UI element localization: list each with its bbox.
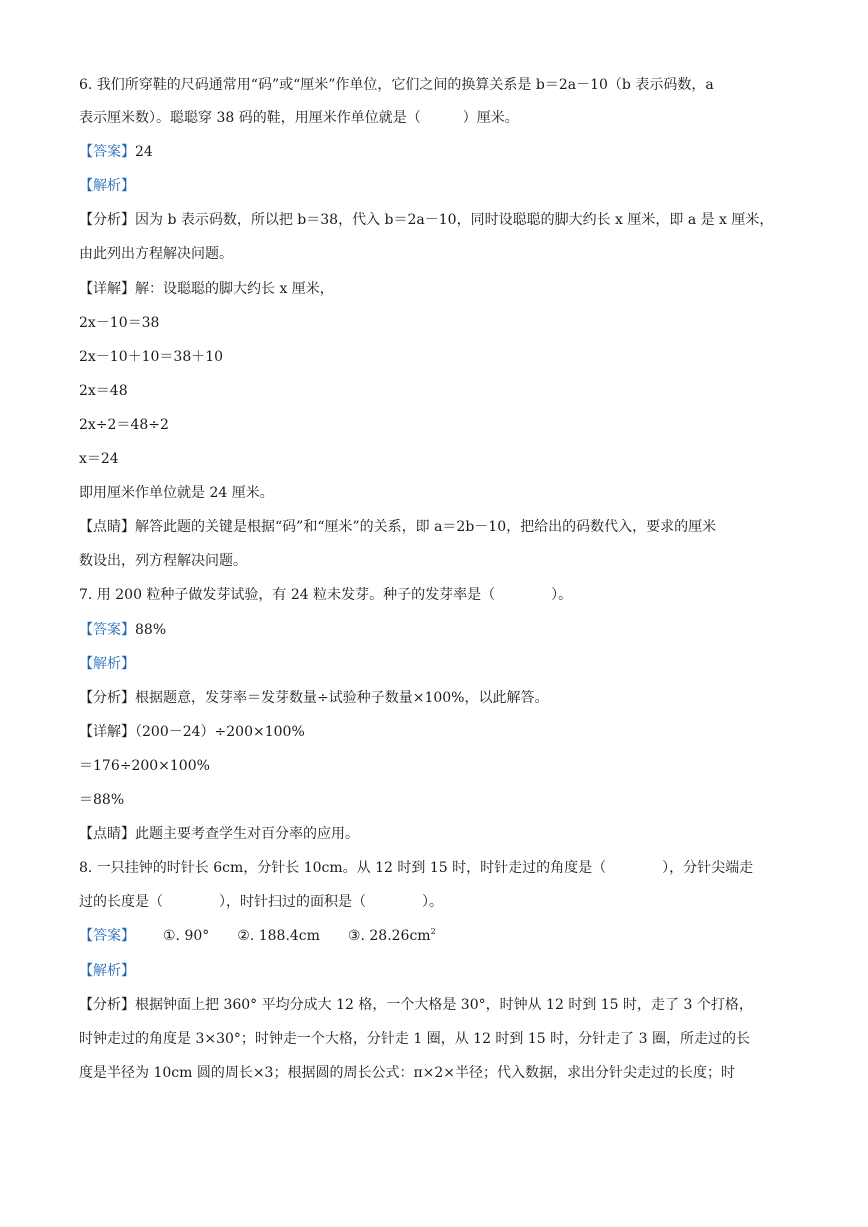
analysis-tag: 【解析】 — [79, 963, 135, 979]
q6-step-3: 2x＝48 — [79, 383, 128, 399]
q6-answer-value: 24 — [135, 144, 153, 160]
q7-xiangjie-text: （200－24）÷200×100% — [135, 724, 305, 740]
q7-step-1: ＝176÷200×100% — [79, 758, 210, 774]
q8-fenxi-line3: 度是半径为 10cm 圆的周长×3；根据圆的周长公式：π×2×半径；代入数据，求出分针尖走过的长度；时 — [79, 1065, 736, 1081]
xiangjie-tag: 【详解】 — [79, 281, 135, 297]
q7-answer — [79, 620, 799, 640]
dianjing-tag: 【点睛】 — [79, 519, 135, 535]
q6-fenxi-line2: 由此列出方程解决问题。 — [79, 246, 233, 262]
analysis-tag: 【解析】 — [79, 656, 135, 672]
q7-analysis-heading — [79, 654, 799, 674]
q6-text-line2: 表示厘米数）。聪聪穿 38 码的鞋，用厘米作单位就是（ ）厘米。 — [79, 110, 519, 126]
q8-text-line2: 过的长度是（ ），时针扫过的面积是（ ）。 — [79, 894, 443, 910]
q6-step-5: x＝24 — [79, 451, 119, 467]
q8-answer-1: ①. 90° — [163, 928, 210, 944]
q6-fenxi-text1: 因为 b 表示码数，所以把 b＝38，代入 b＝2a－10，同时设聪聪的脚大约长 x 厘米，即 a 是 x 厘米， — [135, 212, 774, 228]
q8-fenxi-line1 — [79, 995, 799, 1015]
q8-text-line1: 8. 一只挂钟的时针长 6cm，分针长 10cm。从 12 时到 15 时，时针走过的角度是（ ），分针尖端走 — [79, 860, 754, 876]
q6-xiangjie — [79, 279, 799, 299]
xiangjie-tag: 【详解】 — [79, 724, 135, 740]
q6-answer — [79, 142, 799, 162]
q8-answer-2: ②. 188.4cm — [237, 928, 320, 944]
q6-dianjing-text1: 解答此题的关键是根据“码”和“厘米”的关系，即 a＝2b－10，把给出的码数代入，要求的厘米 — [135, 519, 717, 535]
q8-analysis-heading — [79, 961, 799, 981]
q6-dianjing-line2: 数设出，列方程解决问题。 — [79, 553, 247, 569]
q7-text-line1: 7. 用 200 粒种子做发芽试验，有 24 粒未发芽。种子的发芽率是（ ）。 — [79, 587, 573, 603]
q6-conclusion: 即用厘米作单位就是 24 厘米。 — [79, 485, 274, 501]
answer-tag: 【答案】 — [79, 928, 135, 944]
q6-xiangjie-text: 解：设聪聪的脚大约长 x 厘米， — [135, 281, 334, 297]
q7-answer-value: 88% — [135, 622, 167, 638]
dianjing-tag: 【点睛】 — [79, 826, 135, 842]
fenxi-tag: 【分析】 — [79, 212, 135, 228]
q7-dianjing-text: 此题主要考查学生对百分率的应用。 — [135, 826, 359, 842]
q6-step-2: 2x－10＋10＝38＋10 — [79, 349, 224, 365]
q8-fenxi-line2: 时钟走过的角度是 3×30°；时钟走一个大格，分针走 1 圈，从 12 时到 15 时，分针走了 3 圈，所走过的长 — [79, 1031, 750, 1047]
q7-fenxi-text: 根据题意，发芽率＝发芽数量÷试验种子数量×100%，以此解答。 — [135, 690, 549, 706]
q8-answer — [79, 926, 799, 946]
fenxi-tag: 【分析】 — [79, 997, 135, 1013]
q7-dianjing — [79, 824, 799, 844]
q8-fenxi-text1: 根据钟面上把 360° 平均分成大 12 格，一个大格是 30°，时钟从 12 时到 15 时，走了 3 个打格， — [135, 997, 753, 1013]
answer-tag: 【答案】 — [79, 622, 135, 638]
q7-fenxi — [79, 688, 799, 708]
q6-analysis-heading — [79, 176, 799, 196]
q6-dianjing-line1 — [79, 517, 799, 537]
q8-answer-3: ③. 28.26cm — [347, 928, 431, 944]
q7-xiangjie — [79, 722, 799, 742]
answer-tag: 【答案】 — [79, 144, 135, 160]
q6-step-4: 2x÷2＝48÷2 — [79, 417, 169, 433]
fenxi-tag: 【分析】 — [79, 690, 135, 706]
q6-text-line1: 6. 我们所穿鞋的尺码通常用“码”或“厘米”作单位，它们之间的换算关系是 b＝2a－10（b 表示码数，a — [79, 77, 714, 93]
q8-answer-3-superscript: 2 — [430, 927, 436, 936]
q7-step-2: ＝88% — [79, 792, 125, 808]
q6-fenxi-line1 — [79, 210, 799, 230]
analysis-tag: 【解析】 — [79, 178, 135, 194]
q6-step-1: 2x－10＝38 — [79, 315, 160, 331]
